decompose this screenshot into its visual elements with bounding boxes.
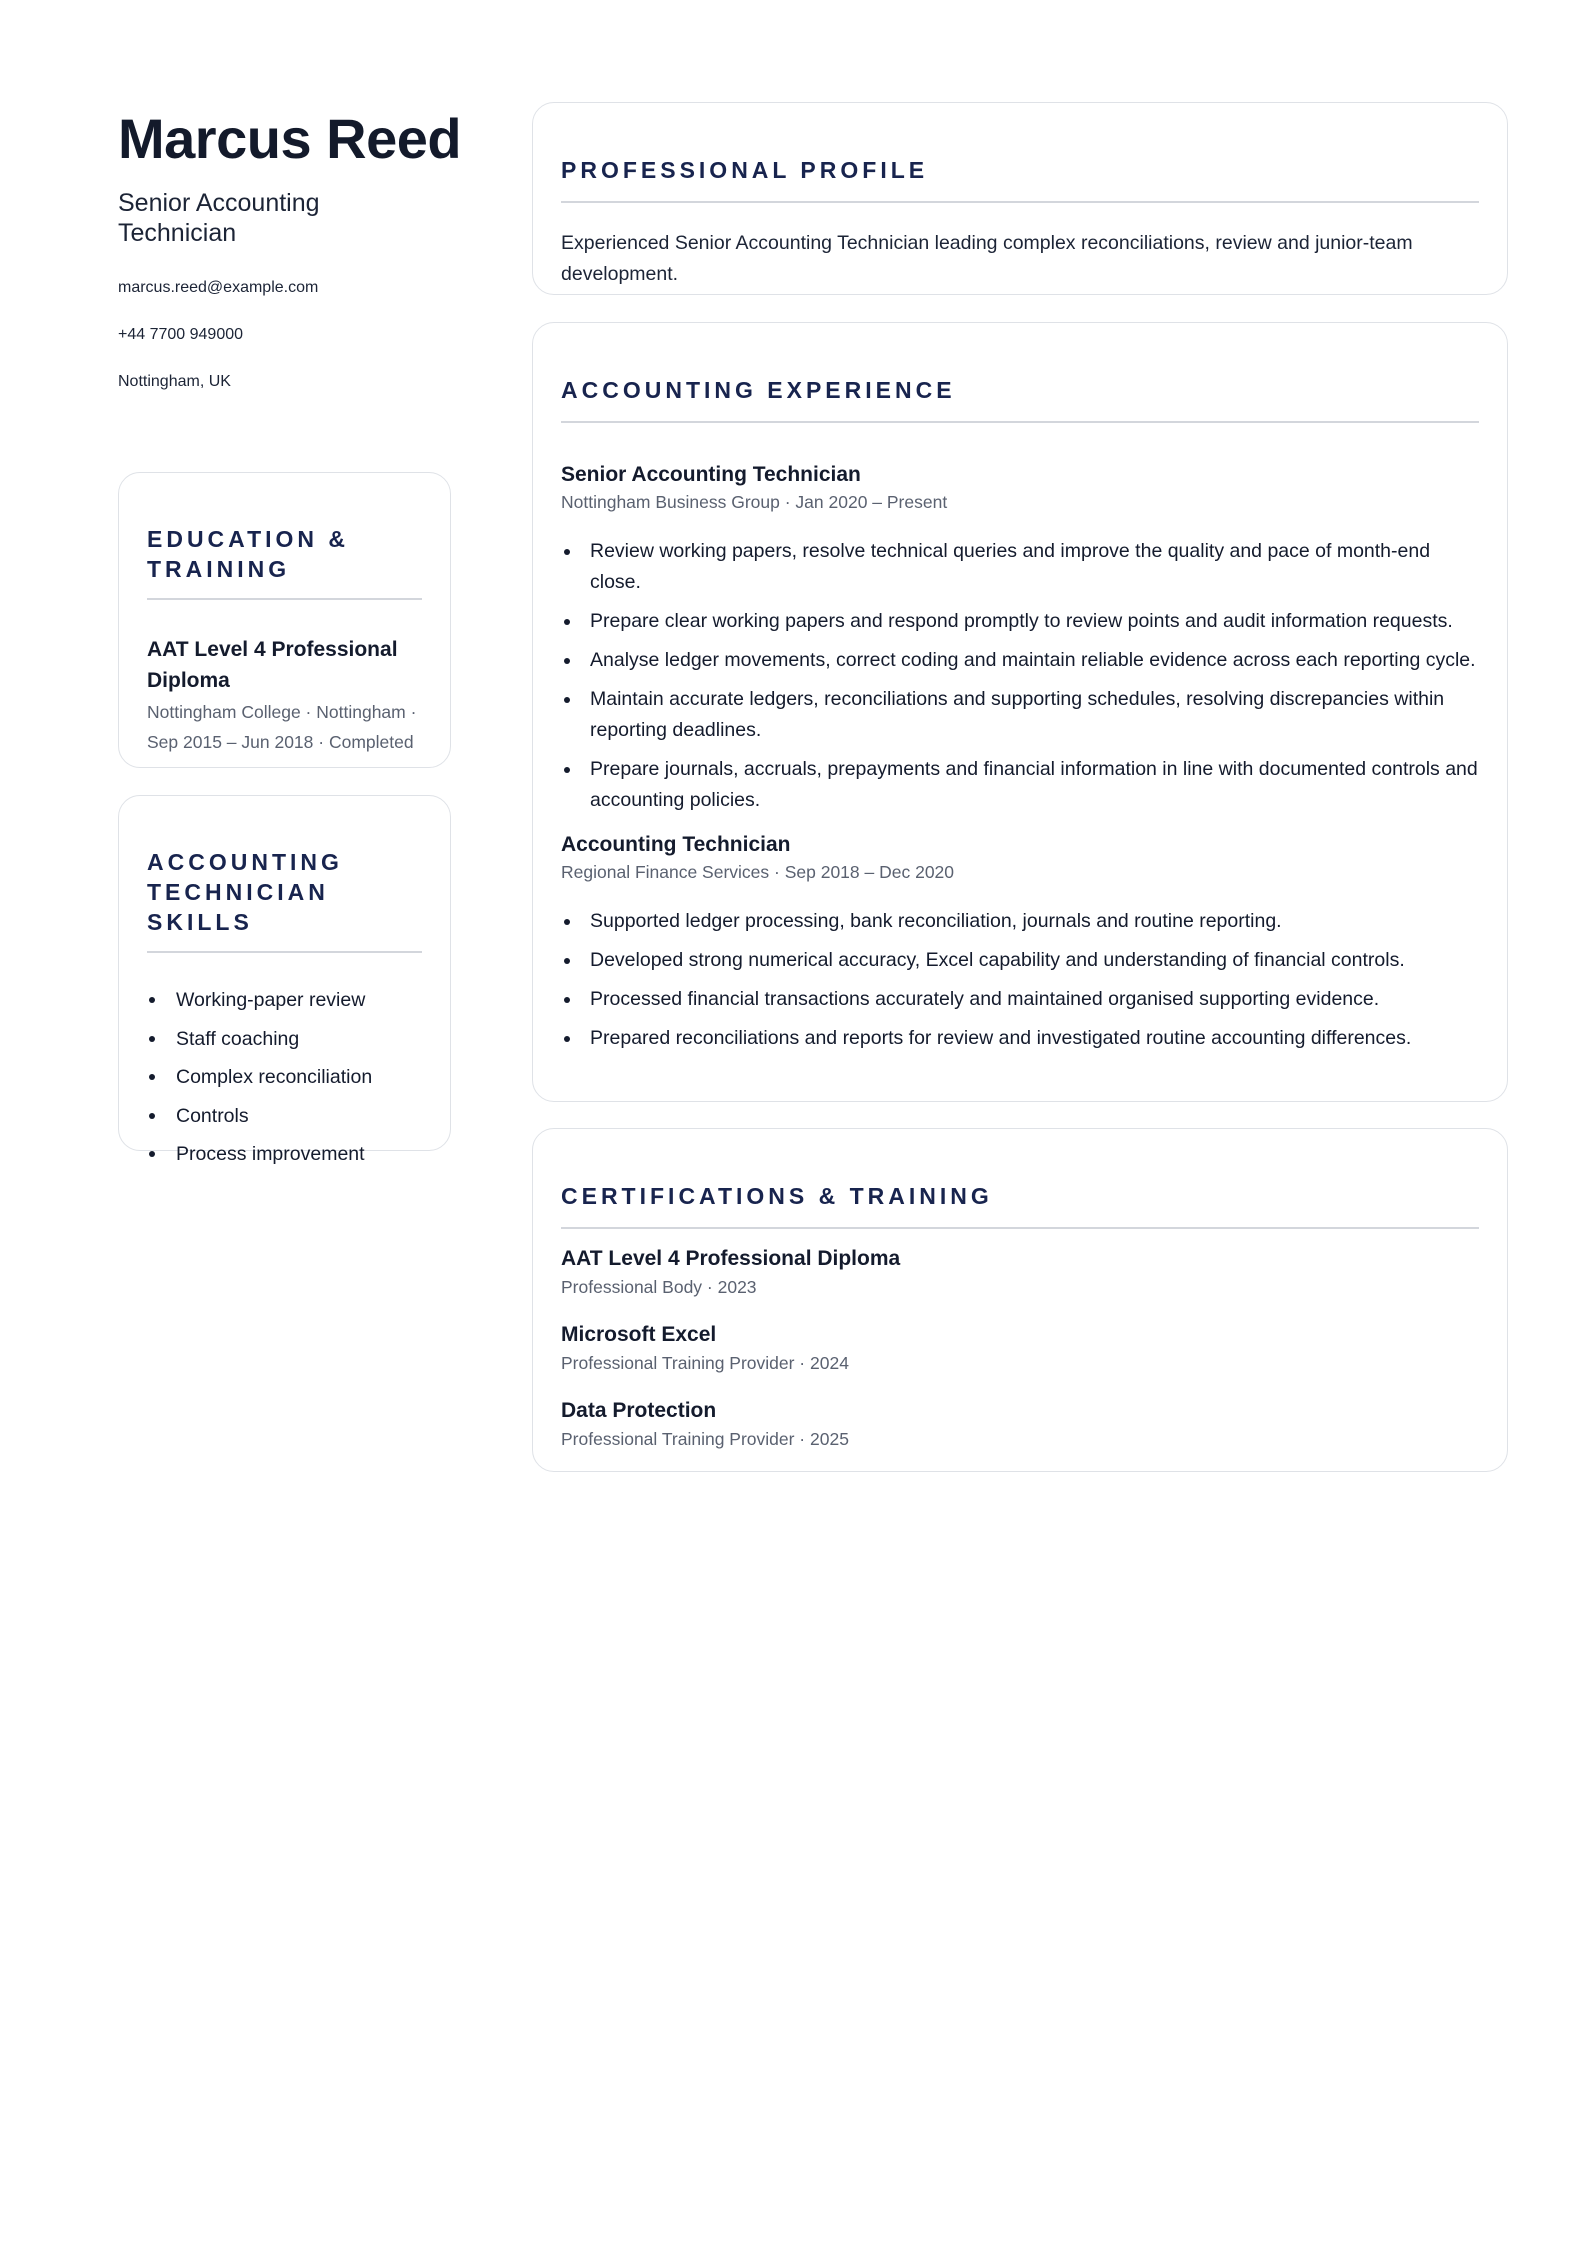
certification-meta: Professional Training Provider · 2025 [561,1429,849,1449]
certification-item [561,1321,1479,1376]
candidate-name: Marcus Reed [118,107,462,170]
skills-heading: ACCOUNTING TECHNICIAN SKILLS [147,849,343,935]
job-bullet: Processed financial transactions accurately and maintained organised supporting evidence. [561,984,1479,1015]
job-entry [561,461,1479,816]
contact-details [118,278,453,392]
skill-item: Staff coaching [147,1026,422,1052]
certifications-heading: CERTIFICATIONS & TRAINING [561,1183,993,1209]
profile-summary: Experienced Senior Accounting Technician leading complex reconciliations, review and junior-team development. [561,232,1413,285]
job-meta: Regional Finance Services · Sep 2018 – Dec 2020 [561,862,955,882]
certification-title: Data Protection [561,1399,717,1422]
education-item [147,634,422,757]
certification-meta: Professional Body · 2023 [561,1277,757,1297]
contact-phone: +44 7700 949000 [118,326,244,343]
job-bullet: Prepared reconciliations and reports for review and investigated routine accounting differences. [561,1023,1479,1054]
experience-heading: ACCOUNTING EXPERIENCE [561,377,956,403]
education-divider [147,598,422,600]
education-heading: EDUCATION & TRAINING [147,526,350,582]
candidate-role: Senior Accounting Technician [118,189,320,247]
certification-item [561,1397,1479,1452]
skills-card [118,795,451,1165]
experience-card [532,322,1508,1102]
education-title: AAT Level 4 Professional Diploma [147,638,398,692]
certifications-card [532,1128,1508,1472]
certifications-divider [561,1227,1479,1229]
certification-title: AAT Level 4 Professional Diploma [561,1247,901,1270]
job-bullet: Analyse ledger movements, correct coding and maintain reliable evidence across each reporting cycle. [561,645,1479,676]
job-bullet: Developed strong numerical accuracy, Excel capability and understanding of financial controls. [561,945,1479,976]
skill-item: Process improvement [147,1141,422,1167]
education-meta: Nottingham College · Nottingham · Sep 2015 – Jun 2018 · Completed [147,702,417,752]
certification-item [561,1245,1479,1300]
profile-divider [561,201,1479,203]
job-bullet: Review working papers, resolve technical queries and improve the quality and pace of month-end close. [561,536,1479,598]
skill-item: Working-paper review [147,987,422,1013]
job-bullet: Prepare journals, accruals, prepayments and financial information in line with documented controls and accounting policies. [561,754,1479,816]
job-bullets [561,536,1479,816]
job-entry [561,831,1479,1054]
skill-item: Controls [147,1103,422,1129]
job-bullet: Maintain accurate ledgers, reconciliations and supporting schedules, resolving discrepancies within reporting deadlines. [561,684,1479,746]
certification-meta: Professional Training Provider · 2024 [561,1353,849,1373]
contact-location: Nottingham, UK [118,373,231,390]
contact-email: marcus.reed@example.com [118,279,319,296]
job-bullets [561,906,1479,1054]
certifications-list [561,1245,1479,1452]
education-card [118,472,451,768]
job-bullet: Prepare clear working papers and respond promptly to review points and audit information requests. [561,606,1479,637]
skills-divider [147,951,422,953]
job-bullet: Supported ledger processing, bank reconciliation, journals and routine reporting. [561,906,1479,937]
job-title: Senior Accounting Technician [561,463,861,486]
certification-title: Microsoft Excel [561,1323,717,1346]
profile-heading: PROFESSIONAL PROFILE [561,157,929,183]
experience-divider [561,421,1479,423]
job-title: Accounting Technician [561,833,791,856]
skills-list [147,987,422,1167]
job-meta: Nottingham Business Group · Jan 2020 – Present [561,492,948,512]
resume-header [118,100,462,419]
skill-item: Complex reconciliation [147,1064,422,1090]
profile-card [532,102,1508,295]
